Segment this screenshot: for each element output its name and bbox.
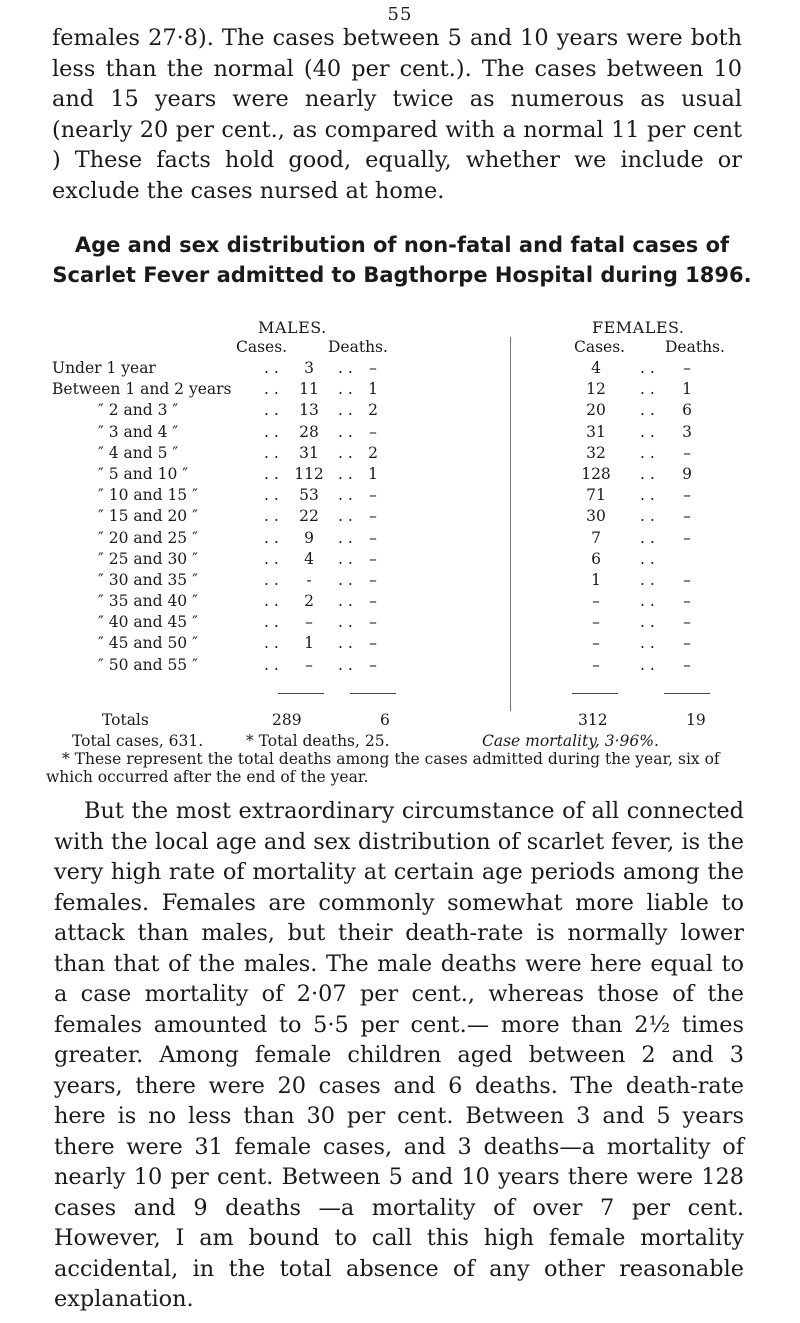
total-deaths: * Total deaths, 25. [246, 732, 390, 750]
age-range-label: ″ 45 and 50 ″ [98, 634, 198, 653]
age-range-label: ″ 15 and 20 ″ [98, 507, 198, 526]
table-row [52, 443, 772, 464]
females-cases-cell: 30 [586, 507, 606, 526]
leader-dots: . . [640, 655, 655, 674]
females-deaths-cell: 9 [682, 464, 692, 483]
females-deaths-sum-rule [664, 693, 710, 694]
males-cases-header: Cases. [236, 338, 288, 356]
males-deaths-cell: 2 [368, 443, 378, 462]
age-range-label: ″ 5 and 10 ″ [98, 464, 189, 483]
table-title: Age and sex distribution of non-fatal and fatal cases of Scarlet Fever admitted to Bagthorpe Hospital during 1896. [52, 233, 752, 287]
females-header: FEMALES. [592, 318, 685, 337]
leader-dots: . . [264, 401, 279, 420]
females-deaths-cell: 1 [682, 380, 692, 399]
males-deaths-cell: – [369, 655, 377, 674]
males-deaths-cell: – [369, 613, 377, 632]
males-cases-cell: 112 [294, 464, 324, 483]
leader-dots: . . [338, 380, 353, 399]
leader-dots: . . [338, 359, 353, 377]
leader-dots: . . [264, 570, 279, 589]
males-cases-sum-rule [278, 693, 324, 694]
males-deaths-cell: 1 [368, 464, 378, 483]
age-range-label: ″ 30 and 35 ″ [98, 570, 198, 589]
males-cases-cell: 28 [299, 422, 319, 441]
table-row [52, 570, 772, 591]
page-number: 55 [387, 4, 413, 25]
females-cases-cell: 6 [591, 549, 601, 568]
females-deaths-cell: – [683, 655, 691, 674]
leader-dots: . . [264, 549, 279, 568]
table-row [52, 358, 772, 379]
males-deaths-cell: – [369, 422, 377, 441]
age-range-label: ″ 4 and 5 ″ [98, 443, 179, 462]
females-cases-cell: – [592, 634, 600, 653]
females-cases-cell: 7 [591, 528, 601, 547]
leader-dots: . . [640, 570, 655, 589]
males-header: MALES. [258, 318, 327, 337]
females-cases-cell: 12 [586, 380, 606, 399]
leader-dots: . . [264, 380, 279, 399]
leader-dots: . . [640, 549, 655, 568]
females-cases-cell: 1 [591, 570, 601, 589]
age-range-label: ″ 25 and 30 ″ [98, 549, 198, 568]
females-cases-sum-rule [572, 693, 618, 694]
males-deaths-cell: – [369, 549, 377, 568]
leader-dots: . . [640, 380, 655, 399]
males-cases-cell: - [306, 570, 312, 589]
leader-dots: . . [264, 359, 279, 377]
males-cases-cell: 3 [304, 359, 314, 377]
totals-females-cases: 312 [578, 711, 608, 729]
leader-dots: . . [640, 634, 655, 653]
leader-dots: . . [338, 655, 353, 674]
females-deaths-cell: – [683, 570, 691, 589]
table-row [52, 633, 772, 654]
leader-dots: . . [338, 507, 353, 526]
table-row [52, 422, 772, 443]
males-deaths-cell: – [369, 507, 377, 526]
leader-dots: . . [640, 443, 655, 462]
males-cases-cell: 2 [304, 592, 314, 611]
females-deaths-cell: – [683, 528, 691, 547]
totals-males-cases: 289 [272, 711, 302, 729]
table-row [52, 506, 772, 527]
leader-dots: . . [338, 592, 353, 611]
leader-dots: . . [264, 486, 279, 505]
males-deaths-cell: – [369, 528, 377, 547]
leader-dots: . . [338, 464, 353, 483]
leader-dots: . . [640, 359, 655, 377]
age-range-label: ″ 2 and 3 ″ [98, 401, 179, 420]
closing-paragraph: But the most extraordinary circumstance of all connected with the local age and sex distribution of scarlet fever, is the very high rate of mortality at certain age periods among the females. Females are commonly somewhat more liable to attack than males, but their death-rate is normally lower than that of the males. The male deaths were here equal to a case mortality of 2·07 per cent., whereas those of the females amounted to 5·5 per cent.— more than 2½ times greater. Among female children aged between 2 and 3 years, there were 20 cases and 6 deaths. The death-rate here is no less than 30 per cent. Between 3 and 5 years there were 31 female cases, and 3 deaths—a mortality of nearly 10 per cent. Between 5 and 10 years there were 128 cases and 9 deaths —a mortality of over 7 per cent. However, I am bound to call this high female mortality accidental, in the total absence of any other reasonable explanation. [54, 798, 744, 1312]
females-deaths-cell: – [683, 507, 691, 526]
age-range-label: ″ 10 and 15 ″ [98, 486, 198, 505]
females-cases-header: Cases. [574, 338, 626, 356]
age-range-label: ″ 40 and 45 ″ [98, 613, 198, 632]
males-deaths-sum-rule [350, 693, 396, 694]
females-deaths-cell: 3 [682, 422, 692, 441]
case-mortality [482, 732, 659, 750]
age-range-label: ″ 20 and 25 ″ [98, 528, 198, 547]
leader-dots: . . [338, 570, 353, 589]
leader-dots: . . [640, 592, 655, 611]
males-cases-cell: 31 [299, 443, 319, 462]
males-cases-cell: – [305, 655, 313, 674]
leader-dots: . . [264, 443, 279, 462]
leader-dots: . . [264, 592, 279, 611]
leader-dots: . . [338, 486, 353, 505]
males-deaths-cell: 1 [368, 380, 378, 399]
males-cases-cell: 1 [304, 634, 314, 653]
age-range-label: Between 1 and 2 years [52, 380, 232, 399]
leader-dots: . . [338, 634, 353, 653]
age-range-label: ″ 3 and 4 ″ [98, 422, 179, 441]
females-cases-cell: 32 [586, 443, 606, 462]
table-row [52, 591, 772, 612]
table-row [52, 549, 772, 570]
females-cases-cell: 71 [586, 486, 606, 505]
females-cases-cell: – [592, 655, 600, 674]
distribution-table [52, 358, 772, 676]
females-deaths-cell: – [683, 592, 691, 611]
males-cases-cell: 4 [304, 549, 314, 568]
leader-dots: . . [338, 549, 353, 568]
males-cases-cell: – [305, 613, 313, 632]
males-cases-cell: 53 [299, 486, 319, 505]
totals-males-deaths: 6 [380, 711, 390, 729]
females-cases-cell: – [592, 613, 600, 632]
males-cases-cell: 22 [299, 507, 319, 526]
males-deaths-cell: – [369, 486, 377, 505]
totals-label: Totals [102, 711, 149, 729]
leader-dots: . . [640, 486, 655, 505]
total-cases: Total cases, 631. [72, 732, 204, 750]
leader-dots: . . [264, 464, 279, 483]
females-deaths-cell: 6 [682, 401, 692, 420]
age-range-label: ″ 35 and 40 ″ [98, 592, 198, 611]
females-deaths-cell: – [683, 359, 691, 377]
table-row [52, 464, 772, 485]
leader-dots: . . [264, 507, 279, 526]
leader-dots: . . [640, 464, 655, 483]
leader-dots: . . [264, 613, 279, 632]
leader-dots: . . [640, 613, 655, 632]
males-cases-cell: 11 [299, 380, 319, 399]
males-deaths-cell: – [369, 592, 377, 611]
males-deaths-header: Deaths. [328, 338, 388, 356]
females-deaths-cell: – [683, 486, 691, 505]
leader-dots: . . [640, 528, 655, 547]
females-cases-cell: 4 [591, 359, 601, 377]
females-deaths-cell: – [683, 443, 691, 462]
females-deaths-cell: – [683, 634, 691, 653]
males-cases-cell: 13 [299, 401, 319, 420]
leader-dots: . . [640, 422, 655, 441]
females-cases-cell: – [592, 592, 600, 611]
males-deaths-cell: – [369, 359, 377, 377]
table-row [52, 612, 772, 633]
leader-dots: . . [338, 422, 353, 441]
females-deaths-cell: – [683, 613, 691, 632]
leader-dots: . . [264, 422, 279, 441]
males-cases-cell: 9 [304, 528, 314, 547]
females-cases-cell: 20 [586, 401, 606, 420]
table-row [52, 379, 772, 400]
females-cases-cell: 128 [581, 464, 611, 483]
table-row [52, 400, 772, 421]
leader-dots: . . [264, 528, 279, 547]
leader-dots: . . [338, 443, 353, 462]
intro-paragraph: females 27·8). The cases between 5 and 10 years were both less than the normal (40 per cent.). The cases between 10 and 15 years were nearly twice as numerous as usual (nearly 20 per cent., as compared with a normal 11 per cent ) These facts hold good, equally, whether we include or exclude the cases nursed at home. [52, 25, 742, 204]
leader-dots: . . [338, 528, 353, 547]
case-mortality-text: Case mortality, 3·96%. [482, 732, 659, 750]
females-cases-cell: 31 [586, 422, 606, 441]
leader-dots: . . [640, 507, 655, 526]
table-row [52, 655, 772, 676]
leader-dots: . . [338, 613, 353, 632]
males-deaths-cell: – [369, 570, 377, 589]
males-deaths-cell: – [369, 634, 377, 653]
leader-dots: . . [264, 634, 279, 653]
leader-dots: . . [640, 401, 655, 420]
age-range-label: ″ 50 and 55 ″ [98, 655, 198, 674]
table-row [52, 485, 772, 506]
footnote: * These represent the total deaths among the cases admitted during the year, six of which occurred after the end of the year. [46, 750, 720, 786]
age-range-label: Under 1 year [52, 359, 156, 377]
leader-dots: . . [338, 401, 353, 420]
totals-females-deaths: 19 [686, 711, 706, 729]
leader-dots: . . [264, 655, 279, 674]
males-deaths-cell: 2 [368, 401, 378, 420]
table-row [52, 528, 772, 549]
females-deaths-header: Deaths. [665, 338, 725, 356]
